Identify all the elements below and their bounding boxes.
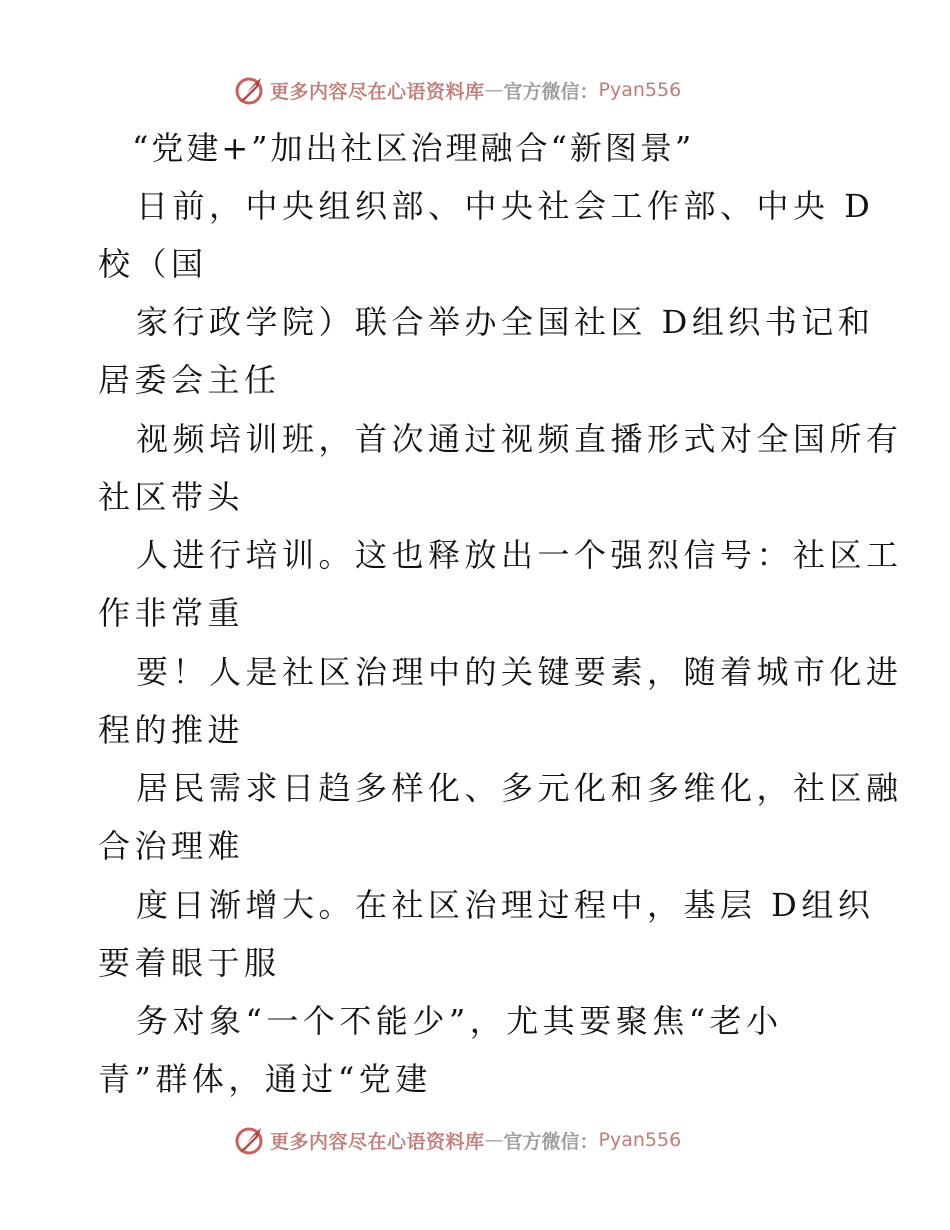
watermark-id: Pyan556 [598, 79, 682, 101]
text-line: 居民需求日趋多样化、多元化和多维化，社区融 [136, 769, 903, 807]
footer-watermark [234, 1120, 681, 1160]
text-line: 社区带头 [98, 478, 245, 516]
text-line: 度日渐增大。在社区治理过程中，基层 D组织 [136, 886, 875, 924]
text-line: 人进行培训。这也释放出一个强烈信号：社区工 [136, 536, 903, 574]
watermark-id: Pyan556 [598, 1129, 682, 1151]
text-line: 务对象“一个不能少”，尤其要聚焦“老小 [136, 1002, 783, 1040]
quill-logo-icon [234, 1124, 266, 1156]
text-line: 合治理难 [98, 827, 245, 865]
header-watermark [234, 70, 681, 110]
quill-logo-icon [234, 74, 266, 106]
text-line: 日前，中央组织部、中央社会工作部、中央 D [136, 187, 875, 225]
text-line: 视频培训班，首次通过视频直播形式对全国所有 [136, 420, 903, 458]
text-line: 校（国 [98, 245, 208, 283]
text-line: 家行政学院）联合举办全国社区 D组织书记和 [136, 303, 875, 341]
watermark-text: 更多内容尽在心语资料库 [270, 1130, 485, 1153]
watermark-separator: — [484, 1129, 504, 1151]
text-line: 程的推进 [98, 711, 245, 749]
text-line: 青”群体，通过“党建 [98, 1060, 432, 1098]
text-line: 要着眼于服 [98, 944, 281, 982]
watermark-text: 更多内容尽在心语资料库 [270, 80, 485, 103]
watermark-separator: — [484, 79, 504, 101]
watermark-suffix: 官方微信： [503, 80, 599, 103]
text-line: 作非常重 [98, 594, 245, 632]
document-title: “党建+”加出社区治理融合“新图景” [132, 129, 695, 167]
text-line: 要！人是社区治理中的关键要素，随着城市化进 [136, 653, 903, 691]
text-line: 居委会主任 [98, 361, 281, 399]
watermark-suffix: 官方微信： [503, 1130, 599, 1153]
